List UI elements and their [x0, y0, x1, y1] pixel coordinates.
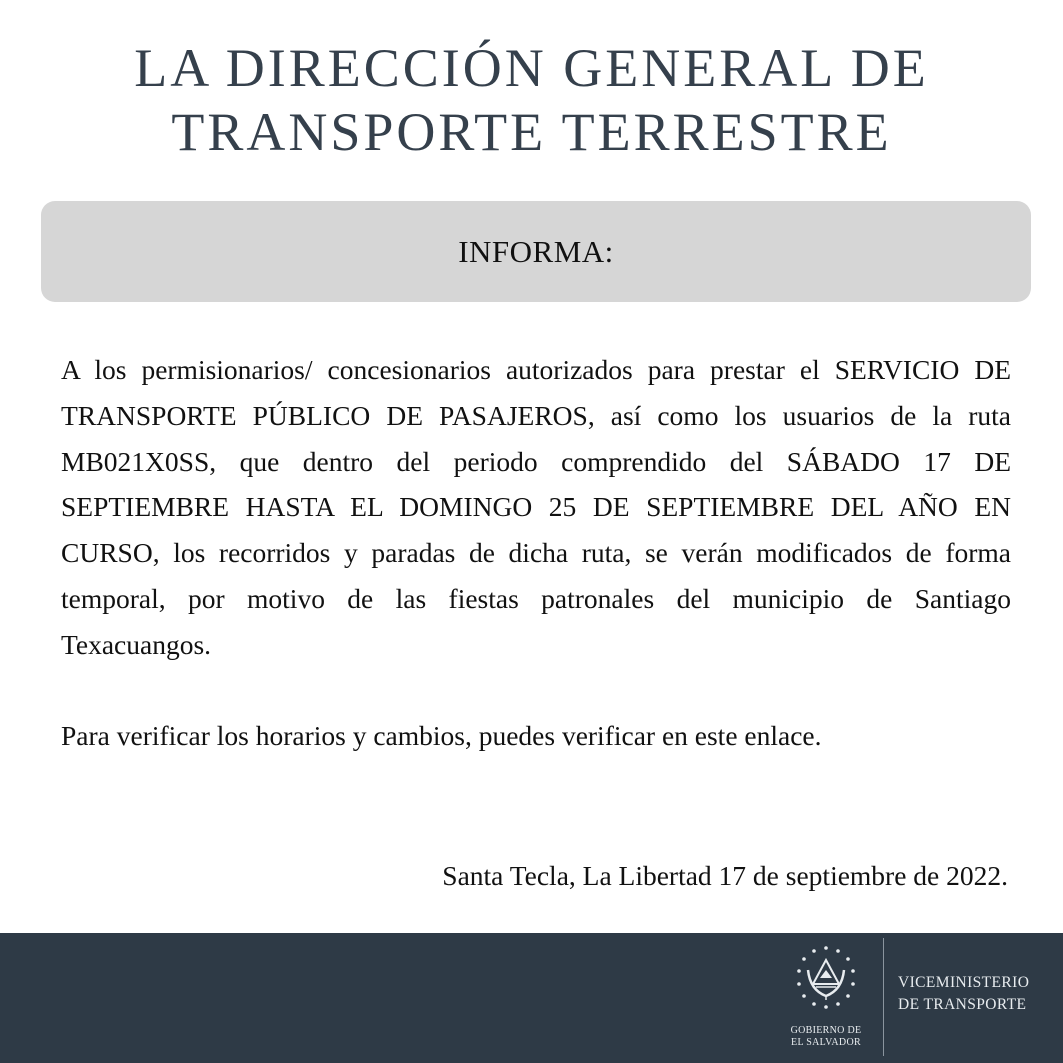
gobierno-line-2: EL SALVADOR — [791, 1037, 861, 1048]
coat-of-arms-icon — [790, 940, 862, 1026]
verify-link-paragraph: Para verificar los horarios y cambios, puedes verificar en este enlace. — [61, 719, 822, 751]
informa-label: INFORMA: — [458, 233, 614, 269]
page-title — [0, 36, 1063, 164]
gobierno-caption — [775, 1025, 877, 1049]
title-line-1: LA DIRECCIÓN GENERAL DE — [134, 38, 929, 98]
notice-paragraph: A los permisionarios/ concesionarios autorizados para prestar el SERVICIO DE TRANSPORTE PÚBLICO DE PASAJEROS, así como los usuarios de la ruta MB021X0SS, que dentro del periodo comprendido del SÁBADO 17 DE SEPTIEMBRE HASTA EL DOMINGO 25 DE SEPTIEMBRE DEL AÑO EN CURSO, los recorridos y paradas de dicha ruta, se verán modificados de forma temporal, por motivo de las fiestas patronales del municipio de Santiago Texacuangos. — [61, 354, 1011, 660]
footer-divider — [883, 938, 884, 1056]
notice-body — [61, 347, 1011, 758]
vice-line-1: VICEMINISTERIO — [898, 974, 1030, 991]
vice-line-2: DE TRANSPORTE — [898, 996, 1027, 1013]
signature-date: Santa Tecla, La Libertad 17 de septiembre de 2022. — [442, 860, 1008, 891]
title-line-2: TRANSPORTE TERRESTRE — [171, 102, 892, 162]
gobierno-line-1: GOBIERNO DE — [790, 1025, 862, 1036]
viceministerio-label — [898, 972, 1058, 1016]
informa-banner — [41, 201, 1031, 302]
